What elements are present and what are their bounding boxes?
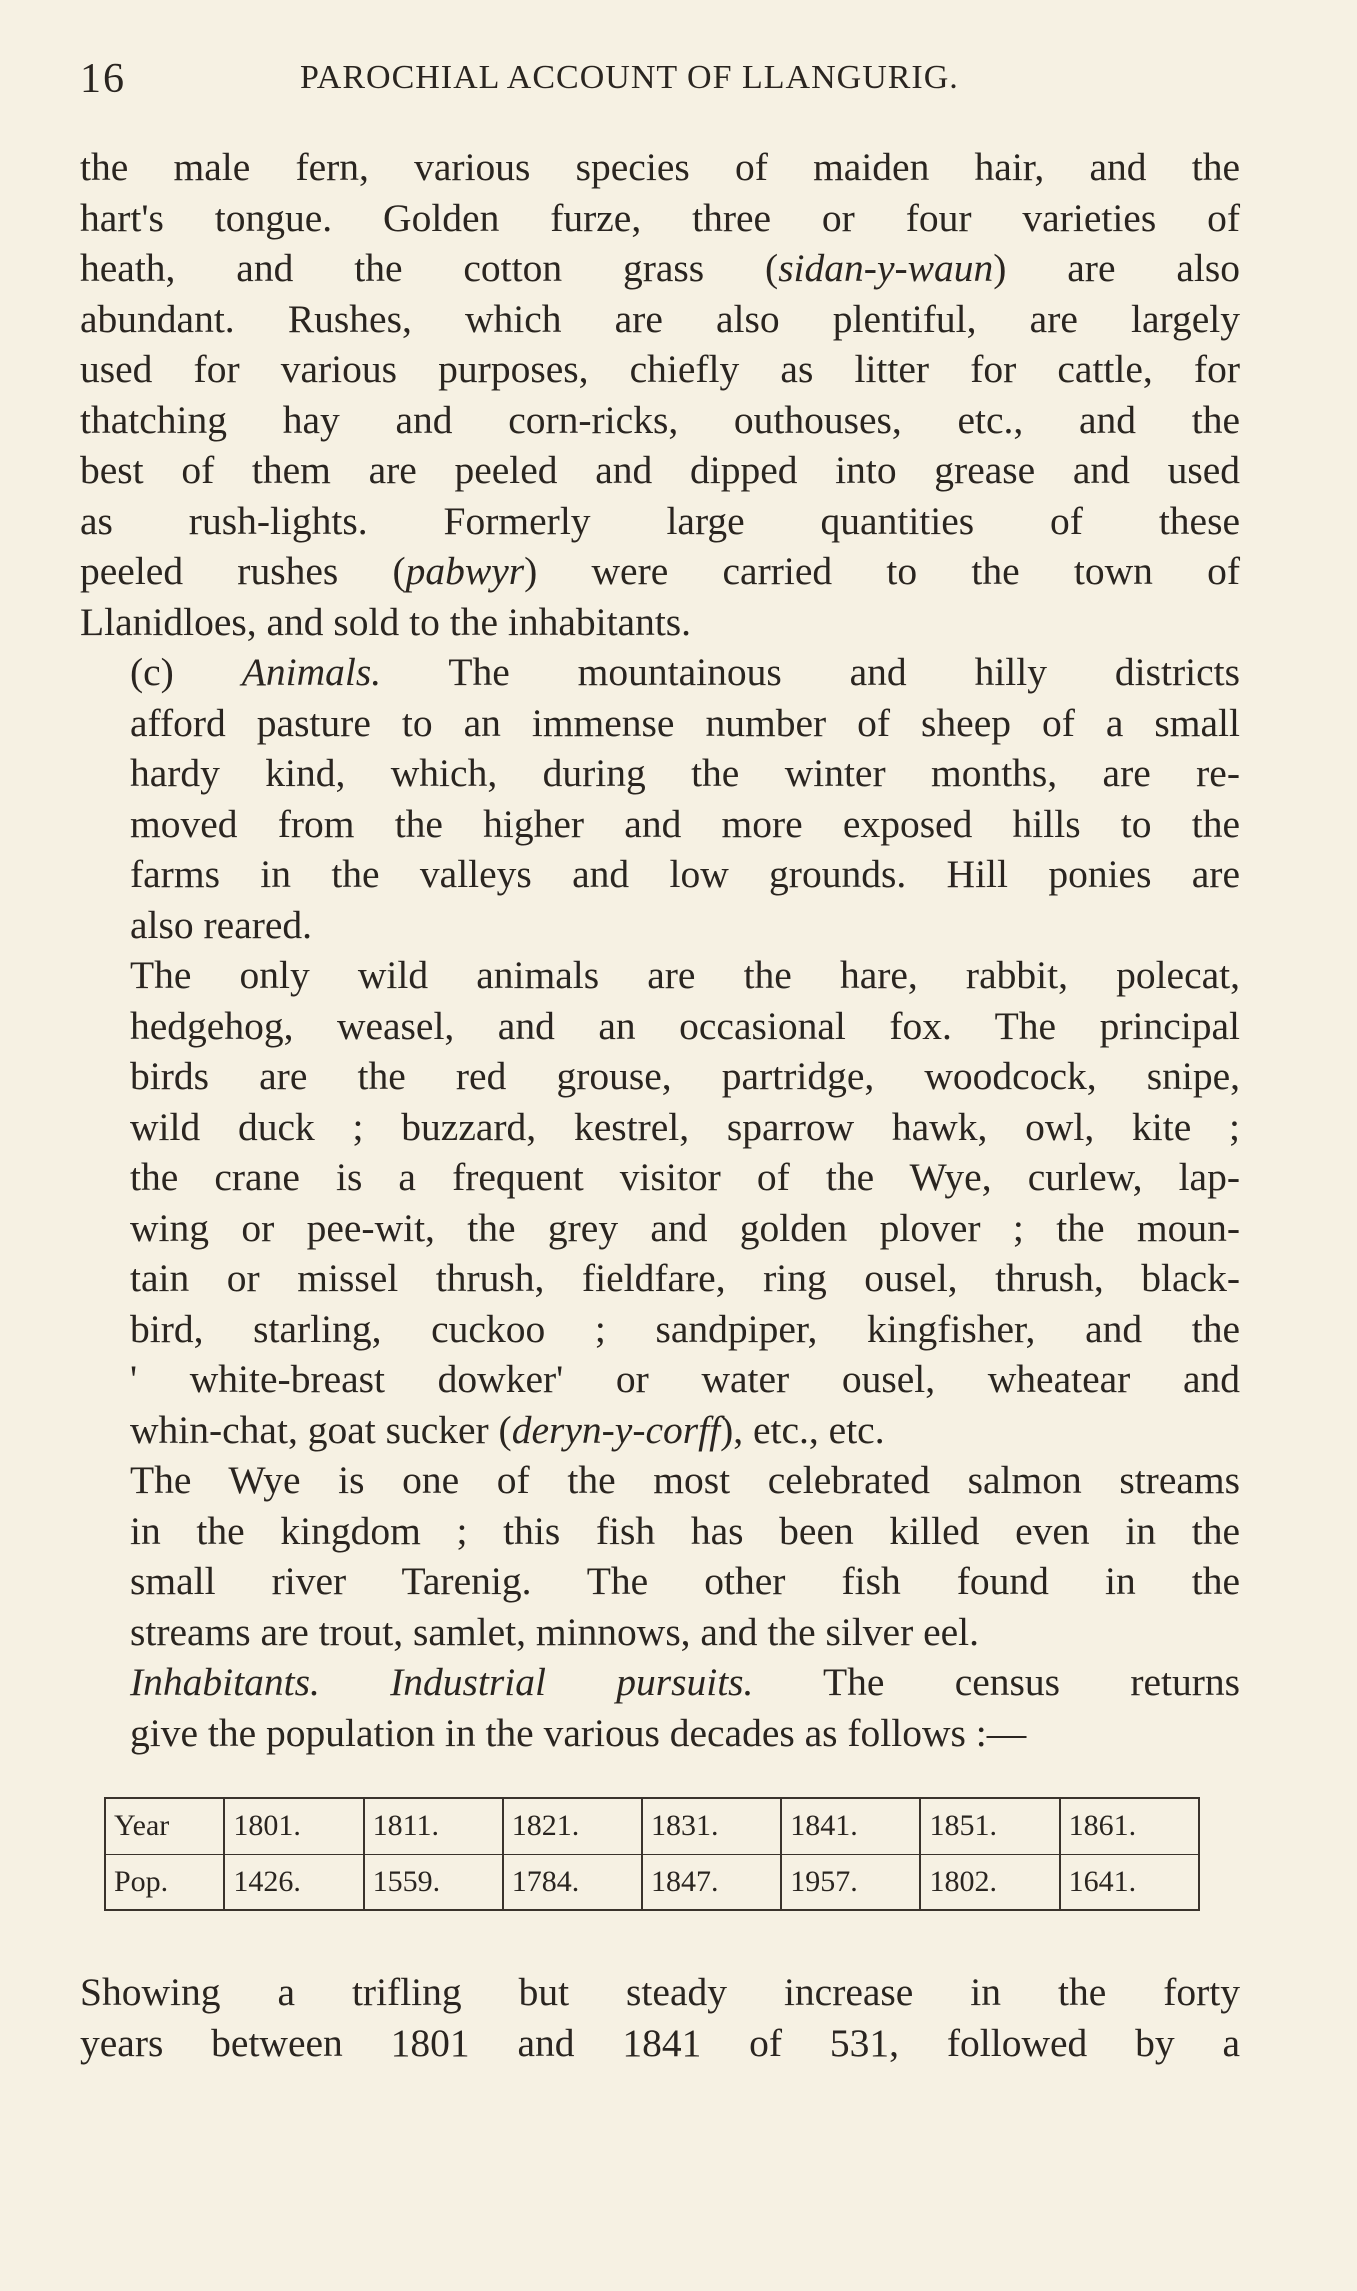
text-line: tain or missel thrush, fieldfare, ring ousel, thrush, black- <box>130 1256 1240 1300</box>
page-number: 16 <box>80 56 126 102</box>
text-line: wild duck ; buzzard, kestrel, sparrow hawk, owl, kite ; <box>130 1104 1240 1149</box>
closing-text <box>80 1967 1240 2068</box>
text-line: used for various purposes, chiefly as litter for cattle, for <box>80 347 1240 391</box>
table-cell: 1641. <box>1060 1854 1199 1909</box>
table-cell: 1784. <box>503 1854 642 1909</box>
text-line: the male fern, various species of maiden hair, and the <box>80 145 1240 189</box>
table-cell: 1861. <box>1060 1799 1199 1854</box>
table-cell: 1559. <box>364 1854 503 1909</box>
census-table <box>104 1797 1200 1911</box>
table-cell: 1821. <box>503 1799 642 1854</box>
text-line: the crane is a frequent visitor of the Wye, curlew, lap- <box>130 1155 1240 1199</box>
text-line: moved from the higher and more exposed hills to the <box>130 801 1240 846</box>
table-row-year <box>105 1799 1199 1854</box>
text-line: whin-chat, goat sucker (deryn-y-corff), etc., etc. <box>130 1407 885 1452</box>
table-cell: 1847. <box>642 1854 781 1909</box>
text-line: years between 1801 and 1841 of 531, followed by a <box>80 2020 1240 2065</box>
text-line: heath, and the cotton grass (sidan-y-waun) are also <box>80 246 1241 290</box>
table-cell: 1802. <box>920 1854 1059 1909</box>
text-line: Llanidloes, and sold to the inhabitants. <box>80 599 692 644</box>
text-line: give the population in the various decades as follows :— <box>130 1710 1027 1755</box>
table-cell: 1841. <box>781 1799 920 1854</box>
table-cell: 1851. <box>920 1799 1059 1854</box>
census-table-grid <box>104 1799 1200 1909</box>
text-line: peeled rushes (pabwyr) were carried to the town of <box>80 549 1240 593</box>
text-line: afford pasture to an immense number of sheep of a small <box>130 700 1240 745</box>
text-line: hedgehog, weasel, and an occasional fox. The principal <box>130 1003 1240 1048</box>
text-line: birds are the red grouse, partridge, woodcock, snipe, <box>130 1054 1240 1098</box>
text-line: streams are trout, samlet, minnows, and the silver eel. <box>130 1609 980 1654</box>
text-line: also reared. <box>130 902 313 947</box>
paragraph-plants <box>80 142 1240 647</box>
text-line: as rush-lights. Formerly large quantities of these <box>80 498 1240 543</box>
text-line: thatching hay and corn-ricks, outhouses, etc., and the <box>80 397 1240 442</box>
table-cell: 1811. <box>364 1799 503 1854</box>
text-line: The only wild animals are the hare, rabbit, polecat, <box>130 953 1240 997</box>
text-line: The Wye is one of the most celebrated salmon streams <box>130 1458 1240 1502</box>
body-text <box>80 142 1240 1758</box>
text-line: bird, starling, cuckoo ; sandpiper, kingfisher, and the <box>130 1306 1240 1351</box>
table-cell: Year <box>105 1799 224 1854</box>
text-line: hardy kind, which, during the winter months, are re- <box>130 751 1240 795</box>
paragraph-fish <box>80 1455 1240 1657</box>
text-line: wing or pee-wit, the grey and golden plover ; the moun- <box>130 1205 1240 1250</box>
page-header <box>80 55 1240 115</box>
table-cell: Pop. <box>105 1854 224 1909</box>
text-line: best of them are peeled and dipped into grease and used <box>80 448 1240 492</box>
table-cell: 1831. <box>642 1799 781 1854</box>
paragraph-wildlife <box>80 950 1240 1455</box>
text-line: in the kingdom ; this fish has been killed even in the <box>130 1508 1240 1553</box>
text-line: Showing a trifling but steady increase in the forty <box>80 1970 1240 2014</box>
table-row-population <box>105 1854 1199 1909</box>
text-line: abundant. Rushes, which are also plentiful, are largely <box>80 296 1240 341</box>
text-line: Inhabitants. Industrial pursuits. The census returns <box>130 1660 1240 1704</box>
table-cell: 1801. <box>224 1799 363 1854</box>
table-cell: 1957. <box>781 1854 920 1909</box>
running-title: PAROCHIAL ACCOUNT OF LLANGURIG. <box>300 59 959 96</box>
table-cell: 1426. <box>224 1854 363 1909</box>
text-line: ' white-breast dowker' or water ousel, wheatear and <box>130 1357 1240 1401</box>
text-line: hart's tongue. Golden furze, three or four varieties of <box>80 195 1240 240</box>
text-line: small river Tarenig. The other fish found in the <box>130 1559 1240 1603</box>
paragraph-animals <box>80 647 1240 950</box>
paragraph-inhabitants <box>80 1657 1240 1758</box>
text-line: farms in the valleys and low grounds. Hill ponies are <box>130 852 1240 896</box>
text-line: (c) Animals. The mountainous and hilly districts <box>130 650 1241 694</box>
